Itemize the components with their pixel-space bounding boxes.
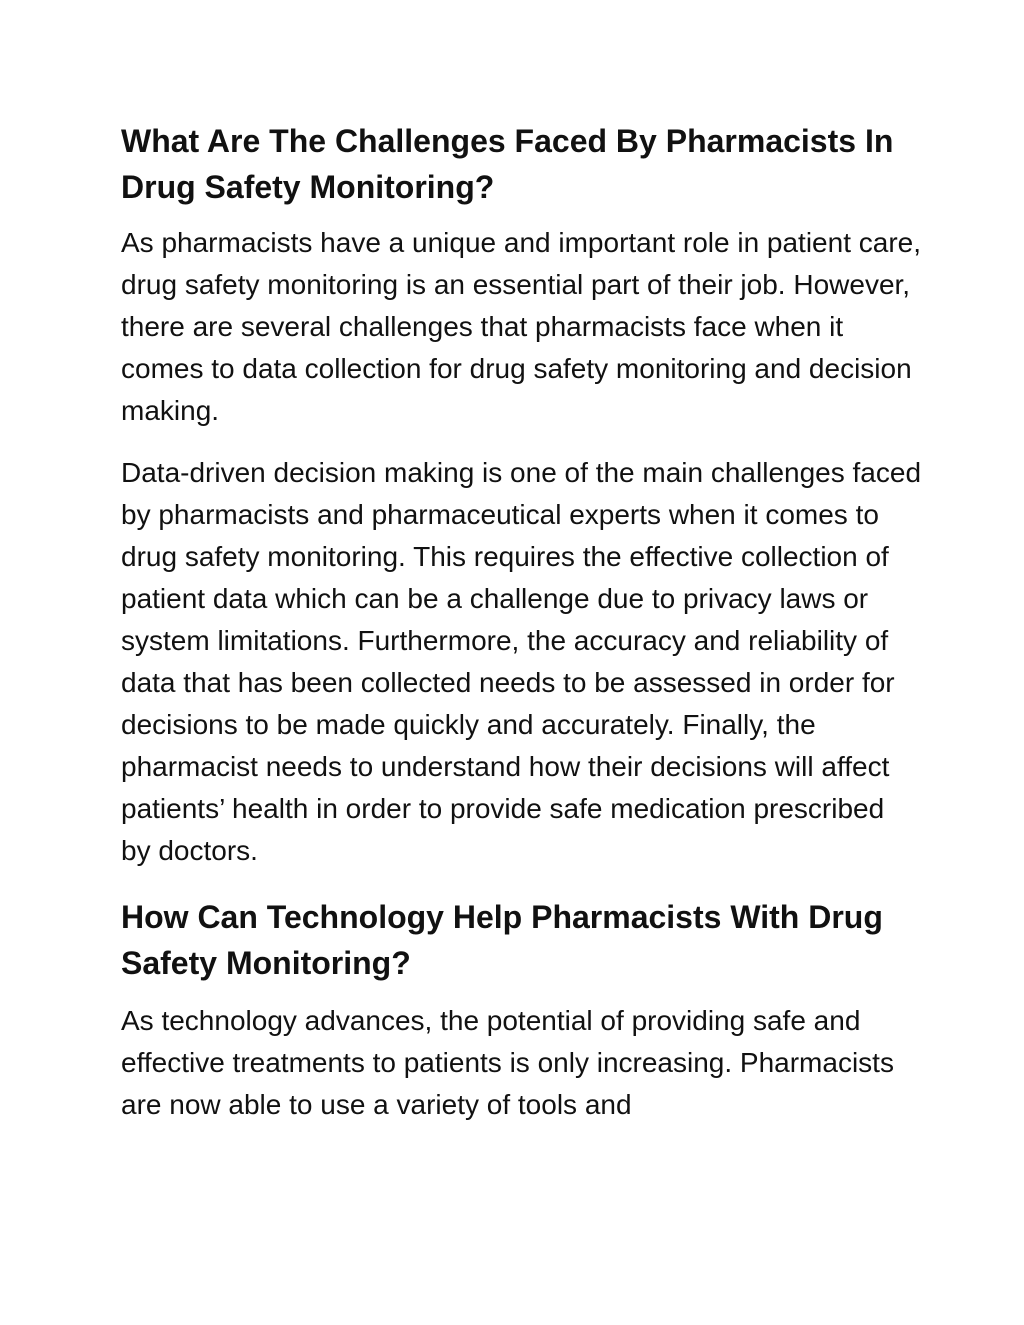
section-heading-technology: How Can Technology Help Pharmacists With Drug Safety Monitoring? xyxy=(121,899,883,981)
paragraph-data-driven: Data-driven decision making is one of the main challenges faced by pharmacists and pharmaceutical experts when it comes to drug safety monitoring. This requires the effective collection of patient data which can be a challenge due to privacy laws or system limitations. Furthermore, the accuracy and reliability of data that has been collected needs to be assessed in order for decisions to be made quickly and accurately. Finally, the pharmacist needs to understand how their decisions will affect patients’ health in order to provide safe medication prescribed by doctors. xyxy=(121,457,922,866)
paragraph-technology: As technology advances, the potential of providing safe and effective treatments to patients is only increasing. Pharmacists are now able to use a variety of tools and xyxy=(121,1005,894,1120)
document-page xyxy=(121,118,921,1126)
section-heading-challenges: What Are The Challenges Faced By Pharmacists In Drug Safety Monitoring? xyxy=(121,123,894,205)
paragraph-intro: As pharmacists have a unique and important role in patient care, drug safety monitoring is an essential part of their job. However, there are several challenges that pharmacists face when it comes to data collection for drug safety monitoring and decision making. xyxy=(121,227,922,426)
